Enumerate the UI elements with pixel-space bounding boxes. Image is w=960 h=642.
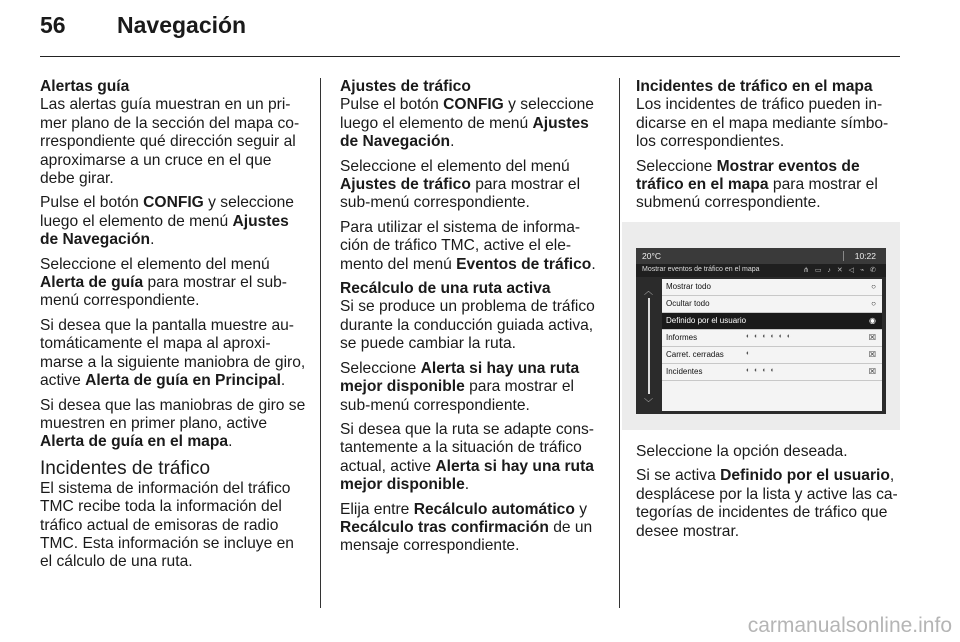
status-icons: ⋔ ▭ ♪ ✕ ◁ ⌁ ✆ [803, 267, 878, 274]
heading-incidentes-mapa: Incidentes de tráfico en el mapa [636, 78, 873, 95]
paragraph: Los incidentes de tráfico pueden in-dicarse en el mapa mediante símbo-los correspondientes. [636, 96, 889, 151]
screen-illustration [622, 222, 900, 430]
paragraph: Pulse el botón CONFIG y seleccione luego el elemento de menú Ajustes de Navegación. [40, 194, 294, 249]
category-icons: ◐ ◐ ◐ ◐ ◐ ◐ [746, 333, 793, 340]
option-label: Carret. cerradas [666, 350, 724, 359]
menu-title: Mostrar eventos de tráfico en el mapa [642, 266, 760, 273]
radio-selected-icon[interactable]: ◉ [869, 316, 876, 325]
infotainment-screen [636, 248, 886, 414]
paragraph: Pulse el botón CONFIG y seleccione luego el elemento de menú Ajustes de Navegación. [340, 96, 594, 151]
heading-ajustes-trafico: Ajustes de tráfico [340, 78, 471, 95]
paragraph: Elija entre Recálculo automático y Recálculo tras confirmación de un mensaje correspondiente. [340, 500, 593, 555]
paragraph: Las alertas guía muestran en un pri-mer plano de la sección del mapa co-rrespondiente qué dirección seguir al aproximarse a un cruce en el que debe girar. [40, 96, 300, 188]
paragraph: Si se produce un problema de tráfico durante la conducción guiada activa, se puede cambiar la ruta. [340, 298, 595, 353]
paragraph: Seleccione el elemento del menú Ajustes de tráfico para mostrar el sub-menú correspondiente. [340, 157, 581, 212]
column-1 [40, 78, 306, 578]
option-label: Incidentes [666, 367, 703, 376]
watermark: carmanualsonline.info [747, 614, 952, 637]
scroll-down-icon[interactable]: ﹀ [644, 398, 654, 408]
checkbox-icon[interactable]: ☒ [868, 367, 876, 376]
paragraph: Si desea que la ruta se adapte cons-tantemente a la situación de tráfico actual, active Alerta si hay una ruta mejor disponible. [340, 420, 594, 494]
option-mostrar-todo[interactable] [662, 279, 882, 296]
paragraph: Si se activa Definido por el usuario, desplácese por la lista y active las ca-tegorías de incidentes de tráfico que desee mostrar. [636, 467, 898, 540]
header-rule [40, 56, 900, 57]
checkbox-icon[interactable]: ☒ [868, 333, 876, 342]
temperature-readout: 20°C [642, 251, 661, 261]
column-3-lower [636, 443, 902, 547]
radio-icon[interactable]: ○ [871, 299, 876, 308]
option-informes[interactable] [662, 330, 882, 347]
option-carret-cerradas[interactable] [662, 347, 882, 364]
category-icons: ◐ [746, 350, 752, 357]
option-label: Definido por el usuario [666, 316, 747, 325]
option-definido-usuario[interactable] [662, 313, 882, 330]
paragraph: Seleccione la opción deseada. [636, 443, 848, 460]
heading-alertas-guia: Alertas guía [40, 78, 130, 95]
column-3 [636, 78, 902, 219]
paragraph: Si desea que la pantalla muestre au-tomáticamente el mapa al aproxi-marse a la siguiente maniobra de giro, active Alerta de guía en Principal. [40, 316, 306, 390]
option-label: Ocultar todo [666, 299, 710, 308]
status-separator [843, 251, 844, 261]
checkbox-icon[interactable]: ☒ [868, 350, 876, 359]
heading-incidentes-trafico: Incidentes de tráfico [40, 457, 211, 479]
column-divider [619, 78, 620, 608]
menu-header [636, 264, 886, 277]
scrollbar[interactable] [642, 284, 656, 408]
paragraph: Seleccione Mostrar eventos de tráfico en el mapa para mostrar el submenú correspondiente. [636, 157, 878, 212]
radio-icon[interactable]: ○ [871, 282, 876, 291]
scroll-track[interactable] [648, 298, 650, 394]
options-list [662, 279, 882, 411]
column-2 [340, 78, 606, 562]
paragraph: Seleccione el elemento del menú Alerta de guía para mostrar el sub-menú correspondiente. [40, 255, 287, 310]
status-bar [636, 248, 886, 264]
scroll-up-icon[interactable]: ︿ [644, 286, 654, 296]
heading-recalculo: Recálculo de una ruta activa [340, 280, 551, 298]
paragraph: Para utilizar el sistema de informa-ción de tráfico TMC, active el ele-mento del menú Eventos de tráfico. [340, 218, 596, 273]
option-label: Mostrar todo [666, 282, 711, 291]
option-incidentes[interactable] [662, 364, 882, 381]
page-title: Navegación [117, 12, 247, 38]
category-icons: ◐ ◐ ◐ ◐ [746, 367, 776, 374]
paragraph: El sistema de información del tráfico TMC recibe toda la información del tráfico actual de emisoras de radio TMC. Esta información se incluye en el cálculo de una ruta. [40, 479, 294, 571]
paragraph: Si desea que las maniobras de giro se muestren en primer plano, active Alerta de guía en el mapa. [40, 396, 306, 451]
clock-readout: 10:22 [854, 251, 876, 261]
paragraph: Seleccione Alerta si hay una ruta mejor disponible para mostrar el sub-menú correspondiente. [340, 359, 580, 414]
option-label: Informes [666, 333, 698, 342]
column-divider [320, 78, 321, 608]
option-ocultar-todo[interactable] [662, 296, 882, 313]
page-number: 56 [40, 12, 66, 38]
